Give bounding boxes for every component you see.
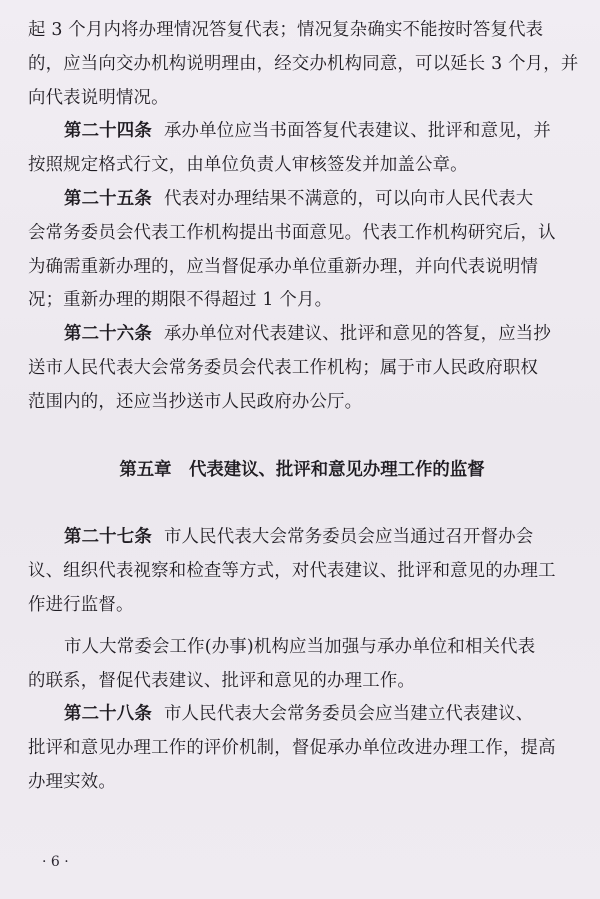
text-line: 为确需重新办理的，应当督促承办单位重新办理，并向代表说明情 — [28, 256, 539, 277]
article-27-first-line — [28, 521, 576, 555]
paragraph-gap — [28, 623, 576, 631]
text-span: 承办单位对代表建议、批评和意见的答复，应当抄 — [163, 324, 551, 345]
text-line: 的联系，督促代表建议、批评和意见的办理工作。 — [28, 670, 415, 691]
page-number: · 6 · — [42, 854, 69, 870]
article-28-heading: 第二十八条 — [64, 704, 152, 725]
text-line: 议、组织代表视察和检查等方式，对代表建议、批评和意见的办理工 — [28, 561, 556, 582]
text-span: 承办单位应当书面答复代表建议、批评和意见，并 — [163, 121, 551, 142]
text-span: 代表对办理结果不满意的，可以向市人民代表大 — [163, 188, 534, 209]
chapter-title: 第五章 代表建议、批评和意见办理工作的监督 — [119, 459, 485, 480]
text-line: 起 3 个月内将办理情况答复代表；情况复杂确实不能按时答复代表 — [28, 20, 544, 40]
text-line: 按照规定格式行文，由单位负责人审核签发并加盖公章。 — [28, 155, 468, 176]
article-26-heading: 第二十六条 — [64, 324, 152, 345]
text-line: 办理实效。 — [28, 771, 116, 792]
text-line: 向代表说明情况。 — [28, 87, 169, 108]
article-27-heading: 第二十七条 — [64, 527, 152, 548]
article-26-first-line — [28, 318, 576, 352]
text-span: 市人民代表大会常务委员会应当通过召开督办会 — [163, 527, 534, 548]
text-line: 会常务委员会代表工作机构提出书面意见。代表工作机构研究后，认 — [28, 222, 556, 243]
text-line: 作进行监督。 — [28, 594, 134, 615]
text-line: 市人大常委会工作(办事)机构应当加强与承办单位和相关代表 — [64, 636, 536, 657]
article-25-first-line — [28, 183, 576, 217]
text-line: 范围内的，还应当抄送市人民政府办公厅。 — [28, 391, 363, 412]
article-25-heading: 第二十五条 — [64, 188, 152, 209]
text-line: 批评和意见办理工作的评价机制，督促承办单位改进办理工作，提高 — [28, 738, 556, 759]
article-24-first-line — [28, 115, 576, 149]
text-span: 市人民代表大会常务委员会应当建立代表建议、 — [163, 704, 534, 725]
article-28-first-line — [28, 698, 576, 732]
article-24-heading: 第二十四条 — [64, 121, 152, 142]
text-line: 送市人民代表大会常务委员会代表工作机构；属于市人民政府职权 — [28, 357, 539, 378]
document-body — [28, 14, 579, 800]
text-line: 况；重新办理的期限不得超过 1 个月。 — [28, 290, 333, 311]
text-line: 的，应当向交办机构说明理由，经交办机构同意，可以延长 3 个月，并 — [28, 53, 579, 74]
